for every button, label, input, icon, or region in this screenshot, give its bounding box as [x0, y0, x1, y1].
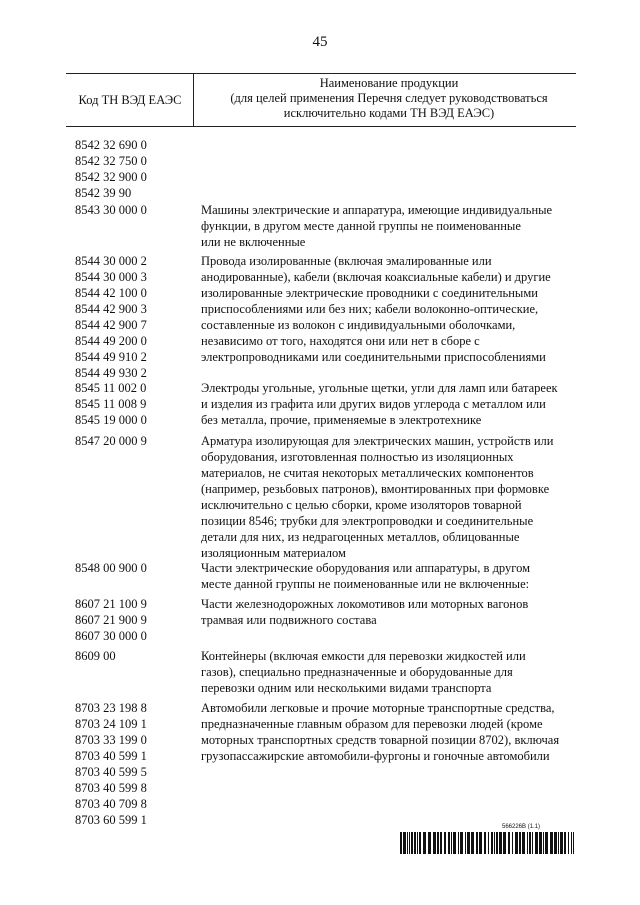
code-cell [75, 560, 195, 576]
barcode-bar [476, 832, 478, 854]
barcode-bar [465, 832, 466, 854]
barcode-bar [522, 832, 525, 854]
barcode-bar [491, 832, 493, 854]
barcode-bar [560, 832, 563, 854]
description-line: изолированные электрические проводники с соединительными [201, 286, 538, 300]
description-line: моторных транспортных средств товарной позиции 8702), включая [201, 733, 560, 747]
barcode-bar [543, 832, 544, 854]
header-divider [193, 74, 194, 126]
description-line: или не включенные [201, 235, 306, 249]
tnved-code: 8703 40 599 8 [75, 781, 147, 795]
description-cell [201, 253, 575, 365]
tnved-code: 8607 21 900 9 [75, 613, 147, 627]
barcode-bar [484, 832, 486, 854]
barcode-bar [515, 832, 518, 854]
barcode-bar [539, 832, 542, 854]
tnved-code: 8544 30 000 3 [75, 270, 147, 284]
barcode-bar [554, 832, 557, 854]
barcode-bar [451, 832, 452, 854]
description-line: независимо от того, находятся они или нет в сборе с [201, 334, 480, 348]
description-cell [201, 648, 575, 696]
name-header-line: (для целей применения Перечня следует руководствоваться [230, 91, 548, 105]
description-line: грузопассажирские автомобили-фургоны и гоночные автомобили [201, 749, 550, 763]
description-line: без металла, прочие, применяемые в электротехнике [201, 413, 482, 427]
code-cell [75, 700, 195, 828]
description-cell [201, 700, 575, 764]
barcode-bar [494, 832, 495, 854]
barcode-bar [571, 832, 572, 854]
name-header-line: исключительно кодами ТН ВЭД ЕАЭС) [283, 106, 495, 120]
barcode-bar [453, 832, 456, 854]
tnved-code: 8703 23 198 8 [75, 701, 147, 715]
tnved-code: 8703 40 599 5 [75, 765, 147, 779]
description-line: Электроды угольные, угольные щетки, угли для ламп или батареек [201, 381, 558, 395]
description-line: изоляционным материалом [201, 546, 346, 560]
barcode-bar [529, 832, 531, 854]
description-cell [201, 433, 575, 561]
barcode-bar [512, 832, 513, 854]
barcode-bar [433, 832, 436, 854]
barcode-bar [407, 832, 408, 854]
description-line: Контейнеры (включая емкости для перевозки жидкостей или [201, 649, 526, 663]
description-line: Арматура изолирующая для электрических машин, устройств или [201, 434, 554, 448]
tnved-code: 8703 40 709 8 [75, 797, 147, 811]
description-line: и изделия из графита или других видов углерода с металлом или [201, 397, 546, 411]
description-line: электропроводниками или соединительными приспособлениями [201, 350, 546, 364]
tnved-code: 8544 30 000 2 [75, 254, 147, 268]
barcode-bar [535, 832, 538, 854]
barcode-bar [496, 832, 498, 854]
barcode-bar [448, 832, 450, 854]
tnved-code: 8545 11 008 9 [75, 397, 147, 411]
barcode-bar [564, 832, 566, 854]
tnved-code: 8545 19 000 0 [75, 413, 147, 427]
code-cell [75, 380, 195, 428]
barcode-bar [479, 832, 482, 854]
tnved-code: 8703 33 199 0 [75, 733, 147, 747]
tnved-code: 8544 42 100 0 [75, 286, 147, 300]
tnved-code: 8544 42 900 7 [75, 318, 147, 332]
barcode-bar [417, 832, 418, 854]
description-line: составленные из волокон с индивидуальными оболочками, [201, 318, 516, 332]
tnved-code: 8703 40 599 1 [75, 749, 147, 763]
barcode-bar [568, 832, 569, 854]
description-line: анодированные), кабели (включая коаксиальные кабели) и другие [201, 270, 551, 284]
description-line: позиции 8546; трубки для электропроводки и соединительные [201, 514, 534, 528]
barcode-bar [573, 832, 574, 854]
tnved-code: 8703 60 599 1 [75, 813, 147, 827]
tnved-code: 8544 49 930 2 [75, 366, 147, 380]
description-line: газов), специально предназначенные и оборудованные для [201, 665, 513, 679]
description-line: трамвая или подвижного состава [201, 613, 377, 627]
barcode-bar [409, 832, 410, 854]
name-column-header [202, 76, 576, 121]
barcode-bar [444, 832, 446, 854]
barcode-bar [467, 832, 470, 854]
description-line: (например, резьбовых патронов), вмонтированных при формовке [201, 482, 550, 496]
code-cell [75, 596, 195, 644]
tnved-code: 8548 00 900 0 [75, 561, 147, 575]
barcode-bar [400, 832, 402, 854]
tnved-code: 8607 21 100 9 [75, 597, 147, 611]
description-line: Машины электрические и аппаратура, имеющие индивидуальные [201, 203, 553, 217]
barcode-bar [471, 832, 474, 854]
tnved-code: 8609 00 [75, 649, 116, 663]
tnved-code: 8542 39 90 [75, 186, 132, 200]
description-line: детали для них, из недрагоценных металлов, облицованные [201, 530, 520, 544]
barcode-bar [527, 832, 528, 854]
page-number: 45 [312, 34, 328, 50]
barcode-bar [440, 832, 442, 854]
barcode-bar [437, 832, 439, 854]
description-line: Части электрические оборудования или аппаратуры, в другом [201, 561, 531, 575]
table-header [66, 73, 576, 127]
code-cell [75, 137, 195, 201]
tnved-code: 8703 24 109 1 [75, 717, 147, 731]
barcode-bar [558, 832, 559, 854]
barcode-bar [508, 832, 510, 854]
code-cell [75, 202, 195, 218]
tnved-code: 8544 49 910 2 [75, 350, 147, 364]
description-line: приспособлениями или без них; кабели волоконно-оптические, [201, 302, 539, 316]
tnved-code: 8547 20 000 9 [75, 434, 147, 448]
description-cell [201, 380, 575, 428]
description-line: Автомобили легковые и прочие моторные транспортные средства, [201, 701, 555, 715]
tnved-code: 8545 11 002 0 [75, 381, 147, 395]
description-cell [201, 596, 575, 628]
description-line: месте данной группы не поименованные или не включенные: [201, 577, 530, 591]
barcode-bar [532, 832, 533, 854]
description-line: материалов, не считая некоторых металлических компонентов [201, 466, 534, 480]
barcode-bar [503, 832, 506, 854]
tnved-code: 8542 32 900 0 [75, 170, 147, 184]
description-line: предназначенные главным образом для перевозки людей (кроме [201, 717, 543, 731]
tnved-code: 8607 30 000 0 [75, 629, 147, 643]
barcode-bar [411, 832, 413, 854]
barcode-label: 566226В (1.1) [502, 824, 541, 830]
description-line: Провода изолированные (включая эмалированные или [201, 254, 492, 268]
barcode-bar [403, 832, 406, 854]
barcode-bar [428, 832, 431, 854]
barcode-bar [419, 832, 421, 854]
tnved-code: 8543 30 000 0 [75, 203, 147, 217]
description-cell [201, 202, 575, 250]
code-cell [75, 648, 195, 664]
barcode-bar [545, 832, 548, 854]
barcode-bar [414, 832, 416, 854]
description-line: оборудования, изготовленная полностью из изоляционных [201, 450, 514, 464]
code-cell [75, 433, 195, 449]
description-line: функции, в другом месте данной группы не поименованные [201, 219, 521, 233]
description-cell [201, 560, 575, 592]
description-line: Части железнодорожных локомотивов или моторных вагонов [201, 597, 529, 611]
tnved-code: 8542 32 750 0 [75, 154, 147, 168]
barcode-bar [458, 832, 459, 854]
name-header-line: Наименование продукции [319, 76, 459, 90]
tnved-code: 8542 32 690 0 [75, 138, 147, 152]
barcode-bar [488, 832, 489, 854]
code-column-header: Код ТН ВЭД ЕАЭС [78, 92, 182, 107]
barcode-bar [423, 832, 426, 854]
tnved-code: 8544 49 200 0 [75, 334, 147, 348]
barcode-image [400, 832, 578, 854]
tnved-code: 8544 42 900 3 [75, 302, 147, 316]
barcode-bar [519, 832, 521, 854]
description-line: исключительно с целью сборки, кроме изоляторов товарной [201, 498, 522, 512]
barcode-bar [460, 832, 463, 854]
description-line: перевозки одним или несколькими видами транспорта [201, 681, 492, 695]
barcode-bar [550, 832, 553, 854]
barcode-bar [499, 832, 502, 854]
code-cell [75, 253, 195, 381]
